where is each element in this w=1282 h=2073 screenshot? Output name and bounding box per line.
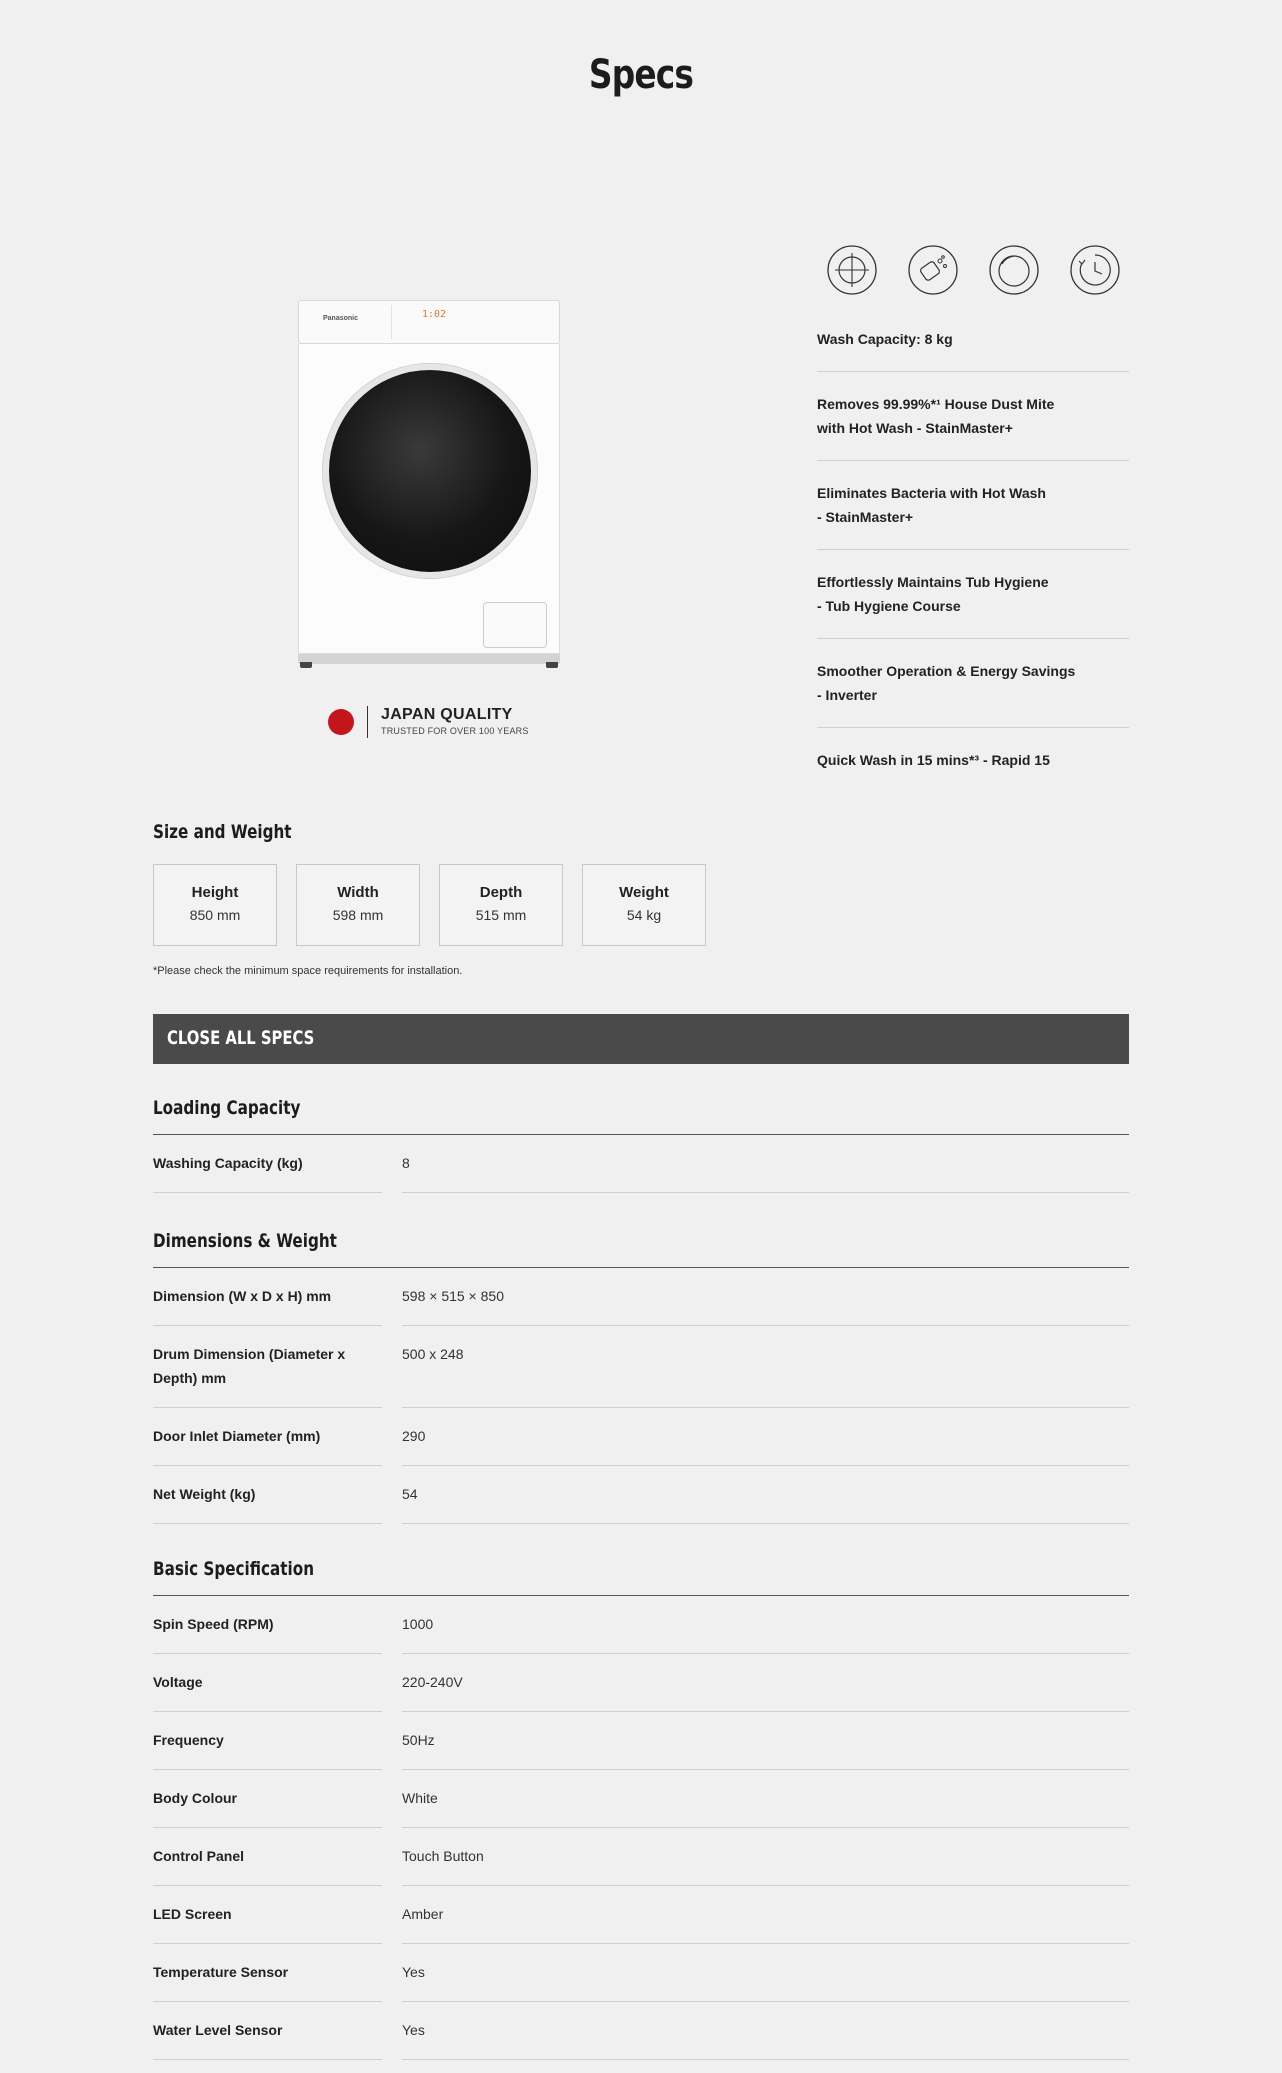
washer-filter-cover xyxy=(483,602,547,648)
close-all-specs-button[interactable]: CLOSE ALL SPECS xyxy=(153,1014,1129,1064)
table-row: Drum Dimension (Diameter x Depth) mm 500 x 248 xyxy=(153,1326,1129,1408)
target-icon xyxy=(826,244,878,296)
washer-control-panel xyxy=(298,300,560,344)
washer-brand: Panasonic xyxy=(323,315,359,322)
washer-body xyxy=(298,344,560,654)
stain-icon xyxy=(907,244,959,296)
table-row: Net Weight (kg) 54 xyxy=(153,1466,1129,1524)
section-title: Loading Capacity xyxy=(153,1097,301,1119)
feature-item: Removes 99.99%*¹ House Dust Mite with Hot Wash - StainMaster+ xyxy=(817,372,1129,461)
section-title: Dimensions & Weight xyxy=(153,1230,337,1252)
size-card-depth: Depth 515 mm xyxy=(439,864,563,946)
table-row: Voltage 220-240V xyxy=(153,1654,1129,1712)
feature-list xyxy=(817,311,1129,792)
table-row: Water Level Sensor Yes xyxy=(153,2002,1129,2060)
table-row: Spin Speed (RPM) 1000 xyxy=(153,1596,1129,1654)
table-row: Washing Capacity (kg) 8 xyxy=(153,1135,1129,1193)
drum-icon xyxy=(988,244,1040,296)
product-image xyxy=(290,296,570,676)
table-row: LED Screen Amber xyxy=(153,1886,1129,1944)
feature-icons xyxy=(826,244,1126,298)
table-row: Dimension (W x D x H) mm 598 × 515 × 850 xyxy=(153,1268,1129,1326)
table-row: Control Panel Touch Button xyxy=(153,1828,1129,1886)
japan-quality-badge: JAPAN QUALITY TRUSTED FOR OVER 100 YEARS xyxy=(328,704,578,738)
red-dot-icon xyxy=(328,709,354,735)
feature-item: Eliminates Bacteria with Hot Wash - StainMaster+ xyxy=(817,461,1129,550)
table-row: Temperature Sensor Yes xyxy=(153,1944,1129,2002)
feature-item: Smoother Operation & Energy Savings - Inverter xyxy=(817,639,1129,728)
section-title: Basic Specification xyxy=(153,1558,315,1580)
table-row: Frequency 50Hz xyxy=(153,1712,1129,1770)
feature-item: Effortlessly Maintains Tub Hygiene - Tub Hygiene Course xyxy=(817,550,1129,639)
size-card-width: Width 598 mm xyxy=(296,864,420,946)
table-row: Body Colour White xyxy=(153,1770,1129,1828)
feature-item: Quick Wash in 15 mins*³ - Rapid 15 xyxy=(817,752,1050,768)
size-card-weight: Weight 54 kg xyxy=(582,864,706,946)
spec-section-basic-specification xyxy=(153,1558,1129,2060)
size-card-height: Height 850 mm xyxy=(153,864,277,946)
washer-door xyxy=(323,364,537,578)
washer-display: 1:02 xyxy=(422,309,447,320)
page-title: Specs xyxy=(588,52,694,98)
timer-icon xyxy=(1069,244,1121,296)
size-weight-title: Size and Weight xyxy=(153,821,292,843)
spec-section-dimensions-weight xyxy=(153,1230,1129,1524)
table-row: Door Inlet Diameter (mm) 290 xyxy=(153,1408,1129,1466)
installation-note: *Please check the minimum space requirements for installation. xyxy=(153,965,463,977)
feature-item: Wash Capacity: 8 kg xyxy=(817,311,1129,372)
spec-section-loading-capacity xyxy=(153,1097,1129,1193)
